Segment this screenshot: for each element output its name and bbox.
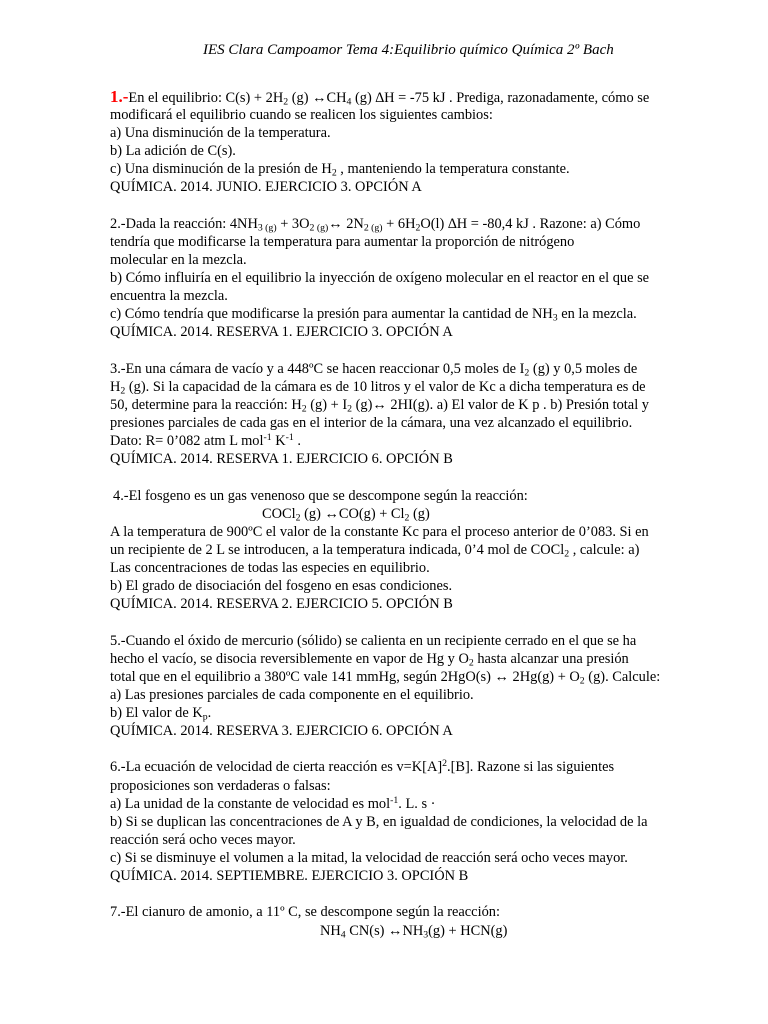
- text-run: QUÍMICA. 2014. JUNIO. EJERCICIO 3. OPCIÓN A: [110, 179, 422, 196]
- problem-2-line-4: [110, 269, 740, 287]
- text-run: a) Las presiones parciales de cada componente en el equilibrio.: [110, 686, 474, 703]
- text-run: QUÍMICA. 2014. SEPTIEMBRE. EJERCICIO 3. OPCIÓN B: [110, 868, 469, 885]
- text-run: (g) ↔CH: [288, 90, 347, 106]
- text-run: En el equilibrio: C(s) + 2H: [128, 90, 284, 106]
- problem-6-line-4: [110, 813, 740, 831]
- problem-4-line-7: [110, 595, 740, 613]
- subscript: 2: [301, 403, 307, 415]
- text-run: (g) + HCN(g): [428, 922, 508, 939]
- exercise-list: [110, 88, 740, 940]
- text-run: modificará el equilibrio cuando se realicen los siguientes cambios:: [110, 107, 493, 124]
- problem-3-line-5: [110, 432, 740, 450]
- subscript: p: [202, 711, 208, 723]
- text-run: , manteniendo la temperatura constante.: [336, 161, 570, 178]
- problem-2-line-1: [110, 215, 740, 233]
- superscript: 2: [442, 758, 448, 770]
- text-run: + 3O: [276, 215, 310, 232]
- text-run: molecular en la mezcla.: [110, 252, 247, 269]
- text-run: 7.-El cianuro de amonio, a 11º C, se descompone según la reacción:: [110, 904, 500, 921]
- text-run: 5.-Cuando el óxido de mercurio (sólido) se calienta en un recipiente cerrado en el que se ha: [110, 632, 637, 649]
- text-run: O(l) ∆H = -80,4 kJ . Razone: a) Cómo: [420, 215, 641, 232]
- text-run: c) Una disminución de la presión de H: [110, 161, 332, 178]
- problem-3-line-2: [110, 378, 740, 396]
- text-run: 3.-En una cámara de vacío y a 448ºC se hacen reaccionar 0,5 moles de I: [110, 360, 525, 377]
- text-run: encuentra la mezcla.: [110, 288, 228, 305]
- subscript: 2: [331, 168, 337, 180]
- problem-3-line-3: [110, 396, 740, 414]
- subscript: 2: [347, 403, 353, 415]
- text-run: c) Cómo tendría que modificarse la presión para aumentar la cantidad de NH: [110, 306, 553, 323]
- text-run: ↔ 2N: [328, 215, 364, 232]
- problem-3-line-1: [110, 360, 740, 378]
- problem-6-line-7: [110, 867, 740, 885]
- text-run: b) Cómo influiría en el equilibrio la inyección de oxígeno molecular en el reactor en el que se: [110, 270, 650, 287]
- text-run: hecho el vacío, se disocia reversiblemente en vapor de Hg y O: [110, 650, 469, 667]
- problem-2-line-3: [110, 251, 740, 269]
- problem-3: [110, 360, 740, 469]
- text-run: QUÍMICA. 2014. RESERVA 1. EJERCICIO 6. OPCIÓN B: [110, 451, 453, 468]
- subscript: 2: [564, 548, 570, 560]
- text-run: A la temperatura de 900ºC el valor de la constante Kc para el proceso anterior de 0’083. Si en: [110, 523, 649, 540]
- text-run: 2.-Dada la reacción: 4NH: [110, 215, 258, 232]
- text-run: (g): [409, 505, 430, 522]
- problem-2-line-5: [110, 287, 740, 305]
- text-run: c) Si se disminuye el volumen a la mitad, la velocidad de reacción será ocho veces mayor.: [110, 849, 628, 866]
- problem-2: [110, 215, 740, 342]
- text-run: 4.-El fosgeno es un gas venenoso que se descompone según la reacción:: [113, 487, 528, 504]
- problem-2-line-6: [110, 305, 740, 323]
- problem-4-line-3: [110, 523, 740, 541]
- problem-5: [110, 632, 740, 741]
- text-run: en la mezcla.: [557, 306, 637, 323]
- subscript: 2: [415, 222, 421, 234]
- text-run: (g) ∆H = -75 kJ . Prediga, razonadamente, cómo se: [351, 90, 650, 106]
- subscript: 2: [295, 512, 301, 524]
- problem-6: [110, 758, 740, 885]
- problem-1-line-2: [110, 106, 740, 124]
- problem-1-line-1: [110, 88, 740, 106]
- superscript: -1: [263, 432, 272, 444]
- text-run: total que en el equilibrio a 380ºC vale 141 mmHg, según 2HgO(s) ↔ 2Hg(g) + O: [110, 668, 580, 685]
- subscript: 3: [552, 313, 558, 325]
- superscript: -1: [390, 794, 399, 806]
- text-run: Dato: R= 0’082 atm L mol: [110, 433, 264, 450]
- problem-2-line-7: [110, 323, 740, 341]
- text-run: (g)↔ 2HI(g). a) El valor de K p . b) Presión total y: [352, 397, 649, 413]
- problem-1-line-5: [110, 160, 740, 178]
- text-run: a) La unidad de la constante de velocidad es mol: [110, 795, 391, 812]
- subscript: 3: [423, 929, 429, 941]
- text-run: COCl: [262, 505, 296, 522]
- text-run: b) El valor de K: [110, 705, 203, 721]
- text-run: NH: [320, 922, 341, 939]
- text-run: (g) ↔CO(g) + Cl: [300, 505, 405, 522]
- problem-1-line-6: [110, 178, 740, 196]
- problem-5-line-5: [110, 704, 740, 722]
- problem-3-line-6: [110, 450, 740, 468]
- page-header: IES Clara Campoamor Tema 4:Equilibrio químico Química 2º Bach: [203, 42, 614, 58]
- problem-5-line-3: [110, 668, 740, 686]
- text-run: . L. s ·: [398, 795, 436, 812]
- text-run: H: [110, 378, 121, 395]
- problem-7-line-1: [110, 903, 740, 921]
- text-run: QUÍMICA. 2014. RESERVA 2. EJERCICIO 5. OPCIÓN B: [110, 596, 453, 613]
- subscript: 4: [340, 929, 346, 941]
- problem-6-line-5: [110, 831, 740, 849]
- text-run: b) El grado de disociación del fosgeno en esas condiciones.: [110, 578, 453, 595]
- text-run: .: [293, 433, 301, 450]
- subscript: 2 (g): [363, 222, 383, 234]
- subscript: 2: [120, 385, 126, 397]
- text-run: b) Si se duplican las concentraciones de A y B, en igualdad de condiciones, la velocidad de la: [110, 813, 648, 830]
- text-run: reacción será ocho veces mayor.: [110, 831, 296, 848]
- text-run: b) La adición de C(s).: [110, 143, 236, 160]
- problem-6-line-1: [110, 758, 740, 776]
- text-run: (g) + I: [306, 397, 348, 413]
- subscript: 3 (g): [257, 222, 277, 234]
- problem-5-line-1: [110, 632, 740, 650]
- problem-6-line-2: [110, 777, 740, 795]
- text-run: QUÍMICA. 2014. RESERVA 3. EJERCICIO 6. OPCIÓN A: [110, 723, 453, 740]
- problem-4-line-1: [110, 487, 740, 505]
- problem-number: 1.-: [110, 87, 129, 106]
- problem-4-line-2: [110, 505, 740, 523]
- problem-1-line-3: [110, 124, 740, 142]
- problem-7: [110, 903, 740, 939]
- text-run: un recipiente de 2 L se introducen, a la temperatura indicada, 0’4 mol de COCl: [110, 541, 565, 558]
- text-run: (g) y 0,5 moles de: [529, 360, 638, 377]
- problem-3-line-4: [110, 414, 740, 432]
- superscript: -1: [285, 432, 294, 444]
- subscript: 2: [579, 675, 585, 687]
- text-run: CN(s) ↔NH: [345, 922, 424, 939]
- subscript: 2: [524, 367, 530, 379]
- problem-6-line-6: [110, 849, 740, 867]
- text-run: (g). Calcule:: [584, 668, 661, 685]
- text-run: .[B]. Razone si las siguientes: [447, 759, 615, 776]
- problem-5-line-4: [110, 686, 740, 704]
- text-run: QUÍMICA. 2014. RESERVA 1. EJERCICIO 3. OPCIÓN A: [110, 324, 453, 341]
- problem-7-line-2: [110, 922, 740, 940]
- text-run: K: [271, 433, 286, 450]
- problem-4: [110, 487, 740, 614]
- text-run: 6.-La ecuación de velocidad de cierta reacción es v=K[A]: [110, 759, 443, 776]
- text-run: .: [207, 705, 212, 721]
- problem-1-line-4: [110, 142, 740, 160]
- problem-4-line-6: [110, 577, 740, 595]
- text-run: a) Una disminución de la temperatura.: [110, 125, 331, 142]
- text-run: proposiciones son verdaderas o falsas:: [110, 777, 331, 794]
- text-run: 50, determine para la reacción: H: [110, 397, 302, 413]
- text-run: + 6H: [382, 215, 416, 232]
- problem-6-line-3: [110, 795, 740, 813]
- text-run: Las concentraciones de todas las especies en equilibrio.: [110, 560, 430, 577]
- problem-5-line-6: [110, 722, 740, 740]
- subscript: 2 (g): [309, 222, 329, 234]
- problem-1: [110, 88, 740, 197]
- problem-4-line-4: [110, 541, 740, 559]
- text-run: presiones parciales de cada gas en el interior de la cámara, una vez alcanzado el equilibrio.: [110, 415, 633, 432]
- text-run: , calcule: a): [569, 541, 640, 558]
- problem-5-line-2: [110, 650, 740, 668]
- subscript: 4: [346, 96, 352, 108]
- problem-4-line-5: [110, 559, 740, 577]
- subscript: 2: [404, 512, 410, 524]
- subscript: 2: [468, 657, 474, 669]
- problem-2-line-2: [110, 233, 740, 251]
- text-run: hasta alcanzar una presión: [473, 650, 629, 667]
- subscript: 2: [283, 96, 289, 108]
- text-run: (g). Si la capacidad de la cámara es de 10 litros y el valor de Kc a dicha temperatura es de: [125, 378, 646, 395]
- text-run: tendría que modificarse la temperatura para aumentar la proporción de nitrógeno: [110, 233, 575, 250]
